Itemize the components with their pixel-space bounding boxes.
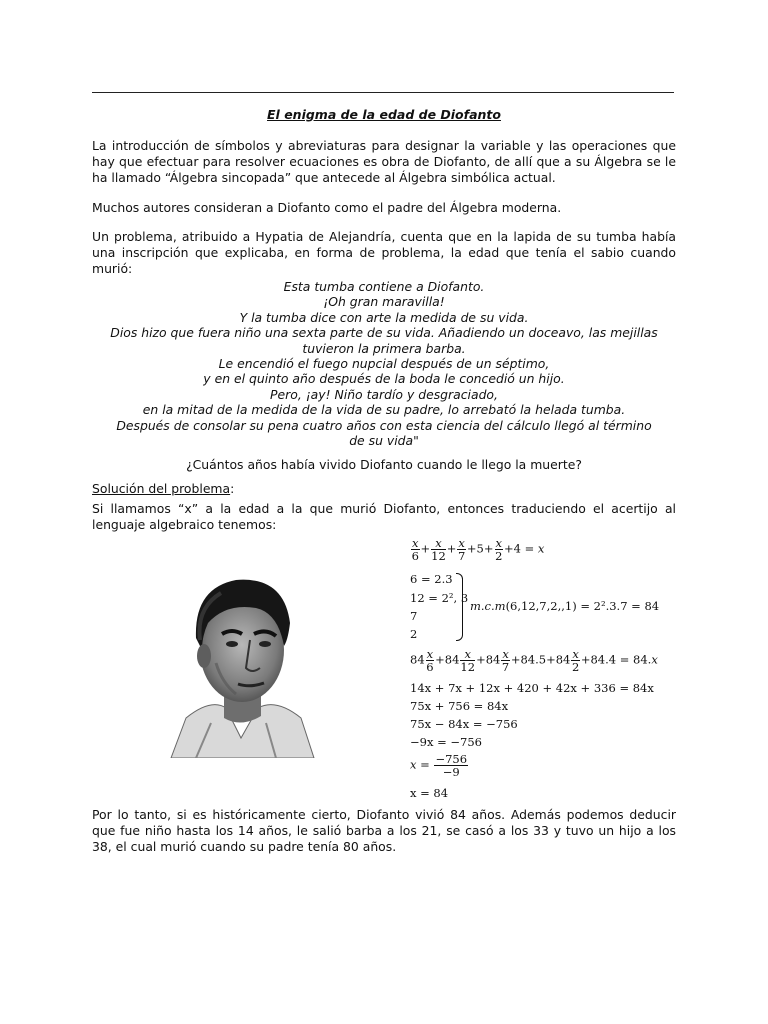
poem-line: Después de consolar su pena cuatro años con esta ciencia del cálculo llegó al término de su vida" (116, 417, 652, 449)
solution-heading (92, 481, 234, 496)
poem-line: Esta tumba contiene a Diofanto. (283, 279, 485, 294)
poem-line: Dios hizo que fuera niño una sexta parte de su vida. Añadiendo un doceavo, las mejillas tuvieron la primera barba. (110, 325, 658, 356)
factor-2: 2 (410, 627, 418, 641)
diophantus-portrait-image (166, 568, 316, 758)
poem-line: Y la tumba dice con arte la medida de su vida. (239, 309, 529, 325)
poem-line: Pero, ¡ay! Niño tardío y desgraciado, (270, 386, 498, 402)
step-1: 14x + 7x + 12x + 420 + 42x + 336 = 84x (410, 681, 654, 695)
poem-line: en la mitad de la medida de la vida de su padre, lo arrebató la helada tumba. (142, 402, 626, 418)
intro-paragraph: La introducción de símbolos y abreviaturas para designar la variable y las operaciones que hay que efectuar para resolver ecuaciones es obra de Diofanto, de allí que a su Álgebra se le ha llamado “Álgebra sincopada” que antecede al Álgebra simbólica actual. (92, 138, 676, 186)
father-paragraph: Muchos autores consideran a Diofanto como el padre del Álgebra moderna. (92, 200, 562, 215)
solution-intro: Si llamamos “x” a la edad a la que murió Diofanto, entonces traduciendo el acertijo al lenguaje algebraico tenemos: (92, 501, 676, 533)
factor-12: 12 = 2², 3 (410, 591, 469, 605)
step-3: 75x − 84x = −756 (410, 717, 518, 731)
final-result: x = 84 (410, 786, 449, 800)
poem-line: ¡Oh gran maravilla! (323, 294, 445, 310)
top-rule (92, 92, 674, 93)
grouping-brace (456, 573, 463, 641)
factor-7: 7 (410, 609, 418, 623)
question-line: ¿Cuántos años había vivido Diofanto cuando le llego la muerte? (186, 457, 582, 472)
problem-paragraph: Un problema, atribuido a Hypatia de Alejandría, cuenta que en la lapida de su tumba había una inscripción que explicaba, en forma de problema, la edad que tenía el sabio cuando murió: (92, 229, 676, 277)
epitaph-poem (92, 279, 676, 448)
equation-2: 84 $\frac{x}{6}$ +84 $\frac{x}{12}$ +84 $\frac{x}{7}$ +84.5+84 $\frac{x}{2}$ +84.4 = 84.x (410, 647, 658, 674)
poem-line: y en el quinto año después de la boda le concedió un hijo. (203, 371, 565, 387)
factor-6: 6 = 2.3 (410, 572, 453, 586)
solution-colon: : (230, 481, 235, 496)
lcm-expression: m.c.m(6,12,7,2,,1) = 2².3.7 = 84 (470, 599, 660, 613)
equation-1: $\frac{x}{6}$ + $\frac{x}{12}$ + $\frac{x}{7}$ +5+ $\frac{x}{2}$ +4 = x (411, 536, 545, 563)
step-2: 75x + 756 = 84x (410, 699, 509, 713)
step-4: −9x = −756 (410, 735, 482, 749)
solution-label: Solución del problema (92, 481, 231, 496)
fraction-step: x = $\frac{-756}{-9}$ (410, 752, 468, 779)
conclusion-paragraph: Por lo tanto, si es históricamente cierto, Diofanto vivió 84 años. Además podemos deducir que fue niño hasta los 14 años, le salió barba a los 21, se casó a los 33 y tuvo un hijo a los 38, el cual murió cuando su padre tenía 80 años. (92, 807, 676, 855)
poem-line: Le encendió el fuego nupcial después de un séptimo, (218, 356, 550, 372)
page-title: El enigma de la edad de Diofanto (267, 107, 501, 122)
